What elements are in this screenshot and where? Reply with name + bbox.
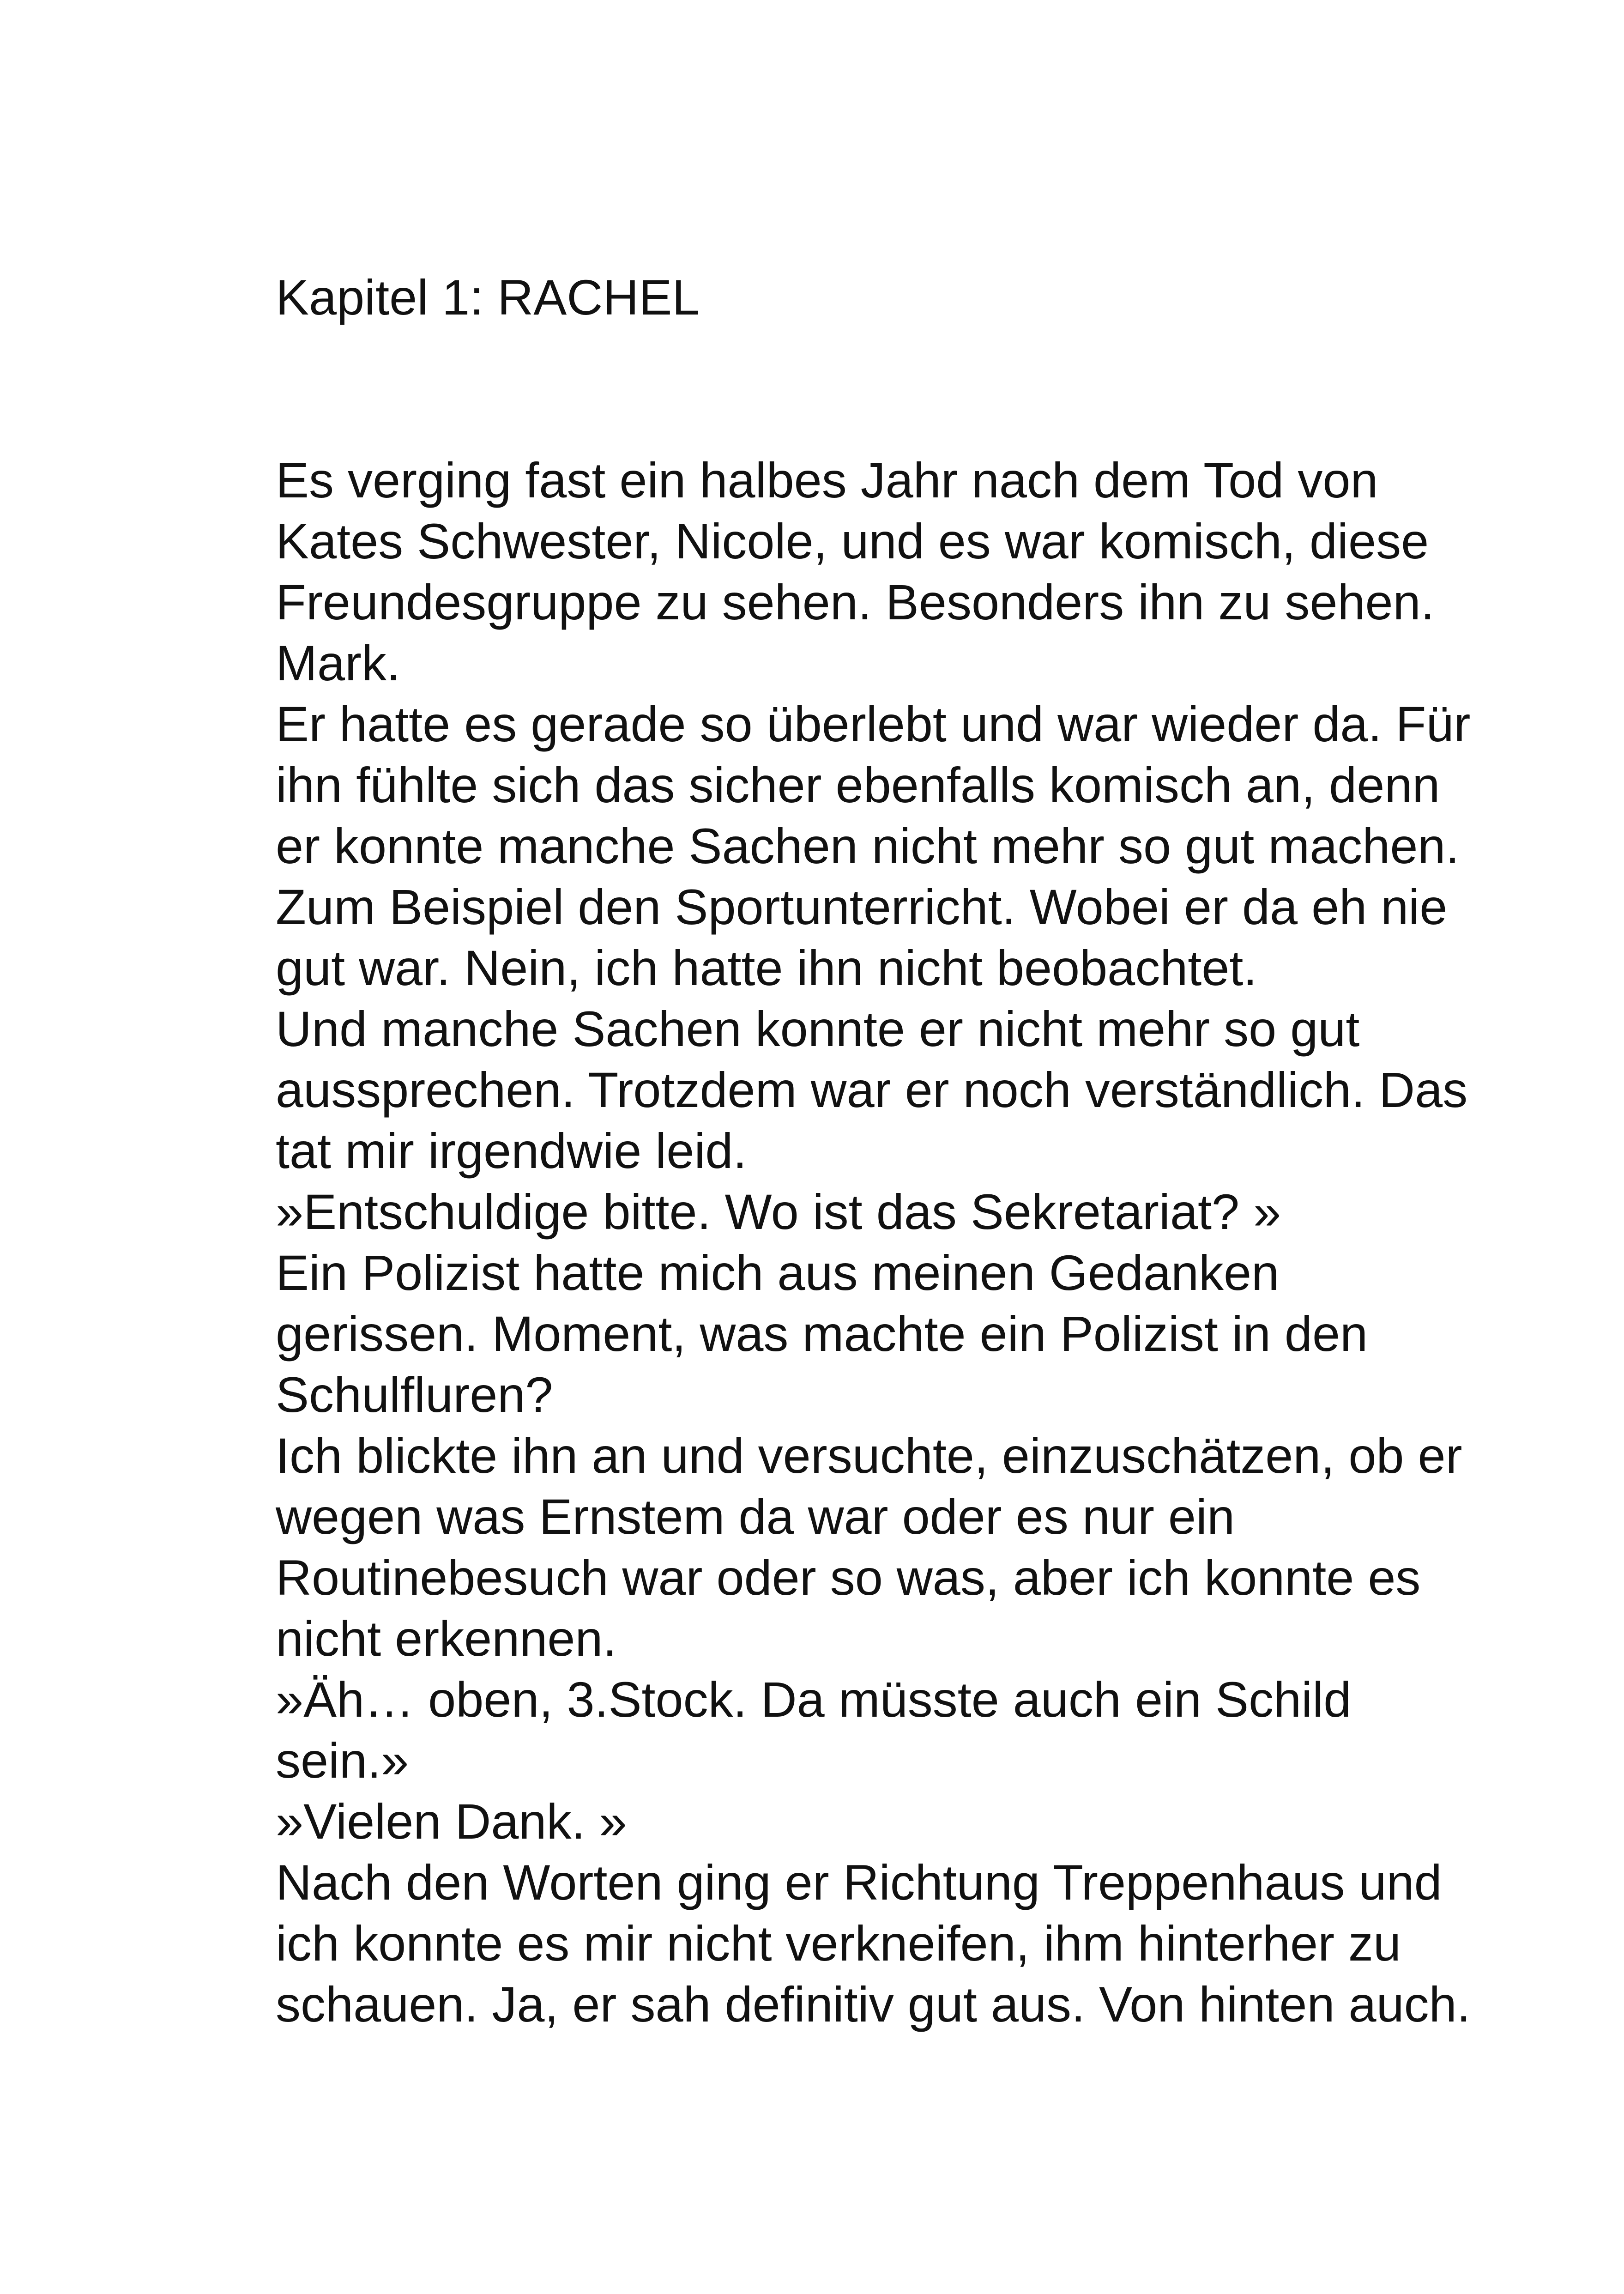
- text-line: Es verging fast ein halbes Jahr nach dem Tod von: [276, 452, 1378, 508]
- text-line: ich konnte es mir nicht verkneifen, ihm hinterher zu: [276, 1915, 1401, 1971]
- text-line: ihn fühlte sich das sicher ebenfalls komisch an, denn: [276, 757, 1440, 813]
- text-line: Ich blickte ihn an und versuchte, einzuschätzen, ob er: [276, 1428, 1462, 1483]
- text-line: gut war. Nein, ich hatte ihn nicht beobachtet.: [276, 940, 1257, 996]
- text-line: nicht erkennen.: [276, 1610, 617, 1666]
- text-line: Routinebesuch war oder so was, aber ich konnte es: [276, 1550, 1421, 1605]
- text-line: tat mir irgendwie leid.: [276, 1123, 747, 1179]
- text-line: aussprechen. Trotzdem war er noch verständlich. Das: [276, 1062, 1468, 1118]
- text-line: Freundesgruppe zu sehen. Besonders ihn zu sehen.: [276, 574, 1435, 630]
- text-line: Zum Beispiel den Sportunterricht. Wobei er da eh nie: [276, 879, 1448, 935]
- text-line: »Entschuldige bitte. Wo ist das Sekretariat? »: [276, 1184, 1281, 1240]
- text-line: »Vielen Dank. »: [276, 1793, 627, 1849]
- heading-spacer: [276, 328, 1430, 450]
- text-line: Nach den Worten ging er Richtung Treppenhaus und: [276, 1854, 1442, 1910]
- text-line: »Äh… oben, 3.Stock. Da müsste auch ein Schild: [276, 1671, 1352, 1727]
- text-line: gerissen. Moment, was machte ein Polizist in den: [276, 1306, 1368, 1362]
- text-line: Schulfluren?: [276, 1367, 553, 1422]
- text-line: sein.»: [276, 1732, 409, 1788]
- chapter-heading: Kapitel 1: RACHEL: [276, 269, 700, 325]
- text-line: Ein Polizist hatte mich aus meinen Gedanken: [276, 1245, 1280, 1301]
- text-line: Und manche Sachen konnte er nicht mehr so gut: [276, 1001, 1360, 1057]
- document-body: [276, 267, 1471, 2035]
- text-line: schauen. Ja, er sah definitiv gut aus. Von hinten auch.: [276, 1976, 1471, 2032]
- text-line: Mark.: [276, 635, 400, 691]
- text-line: Er hatte es gerade so überlebt und war wieder da. Für: [276, 696, 1471, 752]
- text-line: wegen was Ernstem da war oder es nur ein: [276, 1489, 1235, 1544]
- text-line: er konnte manche Sachen nicht mehr so gut machen.: [276, 818, 1460, 874]
- text-line: Kates Schwester, Nicole, und es war komisch, diese: [276, 513, 1429, 569]
